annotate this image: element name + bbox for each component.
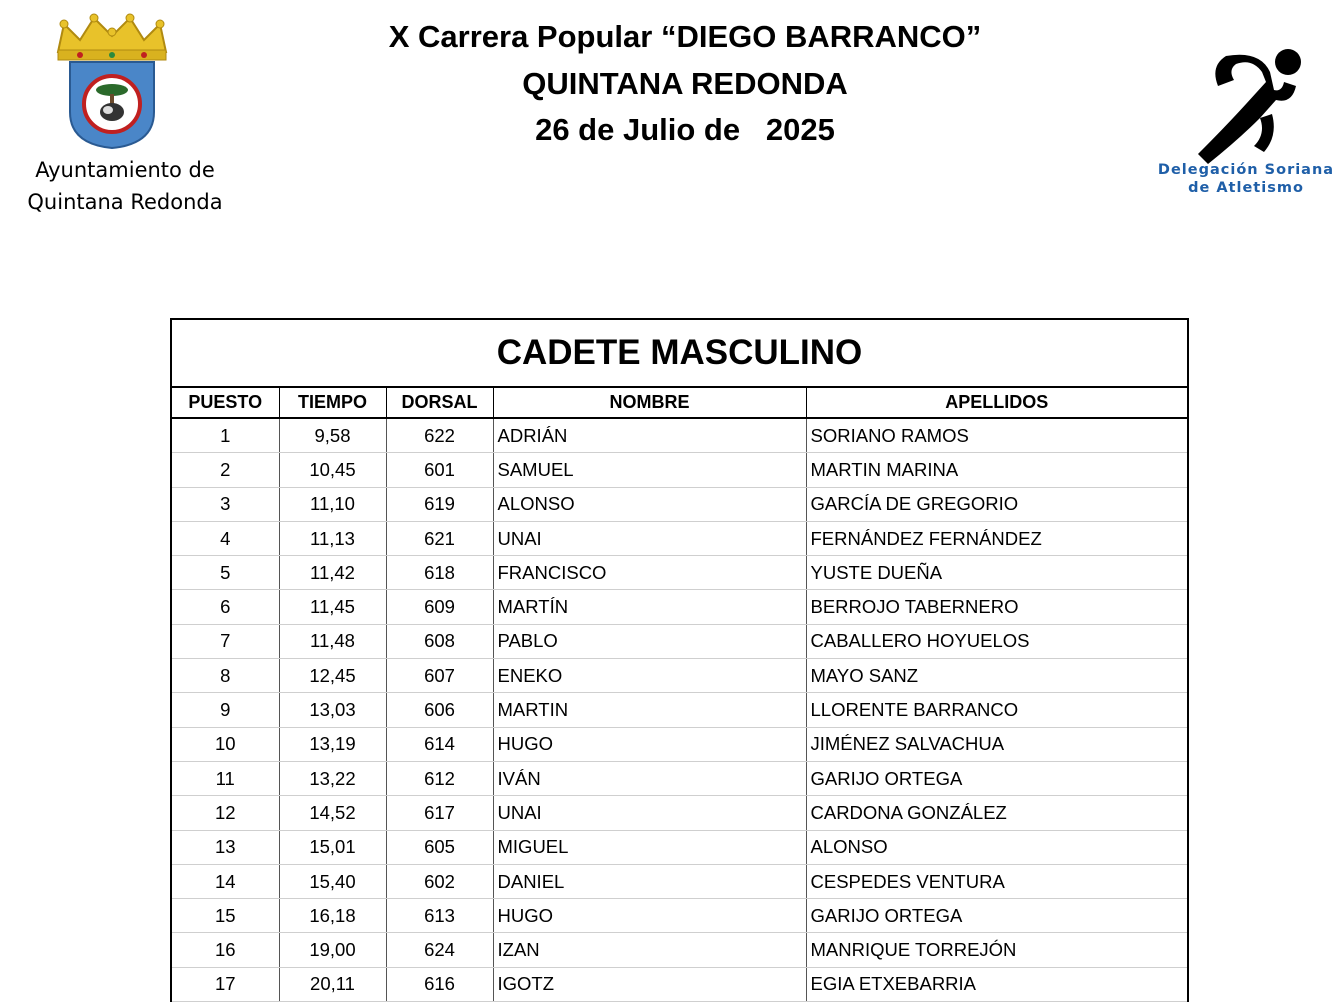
cell-nombre: ALONSO bbox=[493, 487, 806, 521]
cell-dorsal: 614 bbox=[386, 727, 493, 761]
header-row bbox=[172, 388, 1187, 418]
cell-nombre: MIGUEL bbox=[493, 830, 806, 864]
table-row bbox=[172, 418, 1187, 453]
column-header-apellidos: APELLIDOS bbox=[806, 388, 1187, 418]
column-header-puesto: PUESTO bbox=[172, 388, 279, 418]
cell-dorsal: 618 bbox=[386, 556, 493, 590]
cell-apellidos: BERROJO TABERNERO bbox=[806, 590, 1187, 624]
cell-nombre: HUGO bbox=[493, 727, 806, 761]
table-row bbox=[172, 933, 1187, 967]
cell-tiempo: 11,13 bbox=[279, 521, 386, 555]
cell-nombre: UNAI bbox=[493, 521, 806, 555]
cell-nombre: PABLO bbox=[493, 624, 806, 658]
cell-dorsal: 624 bbox=[386, 933, 493, 967]
column-header-tiempo: TIEMPO bbox=[279, 388, 386, 418]
cell-puesto: 12 bbox=[172, 796, 279, 830]
cell-tiempo: 16,18 bbox=[279, 899, 386, 933]
cell-apellidos: YUSTE DUEÑA bbox=[806, 556, 1187, 590]
table-row bbox=[172, 727, 1187, 761]
table-row bbox=[172, 899, 1187, 933]
cell-apellidos: MARTIN MARINA bbox=[806, 453, 1187, 487]
cell-tiempo: 11,45 bbox=[279, 590, 386, 624]
cell-puesto: 13 bbox=[172, 830, 279, 864]
cell-apellidos: SORIANO RAMOS bbox=[806, 418, 1187, 453]
cell-dorsal: 612 bbox=[386, 761, 493, 795]
cell-tiempo: 13,03 bbox=[279, 693, 386, 727]
table-row bbox=[172, 830, 1187, 864]
cell-apellidos: MAYO SANZ bbox=[806, 659, 1187, 693]
table-row bbox=[172, 624, 1187, 658]
cell-puesto: 15 bbox=[172, 899, 279, 933]
cell-nombre: ADRIÁN bbox=[493, 418, 806, 453]
federation-name-line2: de Atletismo bbox=[1188, 180, 1304, 196]
cell-dorsal: 605 bbox=[386, 830, 493, 864]
cell-tiempo: 11,42 bbox=[279, 556, 386, 590]
organizer-name-line2: Quintana Redonda bbox=[27, 190, 223, 214]
cell-dorsal: 609 bbox=[386, 590, 493, 624]
cell-puesto: 8 bbox=[172, 659, 279, 693]
event-location: QUINTANA REDONDA bbox=[522, 65, 848, 101]
cell-puesto: 6 bbox=[172, 590, 279, 624]
runner-icon bbox=[1196, 42, 1306, 167]
cell-tiempo: 11,10 bbox=[279, 487, 386, 521]
cell-puesto: 7 bbox=[172, 624, 279, 658]
cell-dorsal: 607 bbox=[386, 659, 493, 693]
cell-puesto: 11 bbox=[172, 761, 279, 795]
cell-nombre: FRANCISCO bbox=[493, 556, 806, 590]
cell-puesto: 17 bbox=[172, 967, 279, 1001]
table-row bbox=[172, 487, 1187, 521]
event-header bbox=[380, 14, 990, 154]
cell-dorsal: 602 bbox=[386, 864, 493, 898]
cell-apellidos: LLORENTE BARRANCO bbox=[806, 693, 1187, 727]
cell-dorsal: 601 bbox=[386, 453, 493, 487]
cell-puesto: 5 bbox=[172, 556, 279, 590]
table-row bbox=[172, 590, 1187, 624]
cell-nombre: IVÁN bbox=[493, 761, 806, 795]
cell-tiempo: 11,48 bbox=[279, 624, 386, 658]
cell-nombre: UNAI bbox=[493, 796, 806, 830]
cell-tiempo: 14,52 bbox=[279, 796, 386, 830]
cell-dorsal: 608 bbox=[386, 624, 493, 658]
cell-apellidos: MANRIQUE TORREJÓN bbox=[806, 933, 1187, 967]
table-row bbox=[172, 453, 1187, 487]
cell-dorsal: 621 bbox=[386, 521, 493, 555]
cell-nombre: IZAN bbox=[493, 933, 806, 967]
cell-apellidos: EGIA ETXEBARRIA bbox=[806, 967, 1187, 1001]
cell-tiempo: 13,19 bbox=[279, 727, 386, 761]
results-table bbox=[170, 318, 1189, 1002]
cell-nombre: SAMUEL bbox=[493, 453, 806, 487]
cell-dorsal: 617 bbox=[386, 796, 493, 830]
cell-puesto: 9 bbox=[172, 693, 279, 727]
cell-apellidos: CARDONA GONZÁLEZ bbox=[806, 796, 1187, 830]
results-body bbox=[172, 418, 1187, 1002]
cell-nombre: DANIEL bbox=[493, 864, 806, 898]
cell-apellidos: CABALLERO HOYUELOS bbox=[806, 624, 1187, 658]
cell-apellidos: GARIJO ORTEGA bbox=[806, 899, 1187, 933]
cell-tiempo: 20,11 bbox=[279, 967, 386, 1001]
cell-puesto: 1 bbox=[172, 418, 279, 453]
cell-puesto: 16 bbox=[172, 933, 279, 967]
cell-tiempo: 13,22 bbox=[279, 761, 386, 795]
cell-puesto: 10 bbox=[172, 727, 279, 761]
cell-tiempo: 19,00 bbox=[279, 933, 386, 967]
event-date: 26 de Julio de 2025 bbox=[535, 112, 835, 147]
cell-nombre: IGOTZ bbox=[493, 967, 806, 1001]
cell-apellidos: GARCÍA DE GREGORIO bbox=[806, 487, 1187, 521]
cell-tiempo: 15,01 bbox=[279, 830, 386, 864]
results-grid bbox=[172, 388, 1187, 1002]
table-row bbox=[172, 556, 1187, 590]
cell-dorsal: 616 bbox=[386, 967, 493, 1001]
cell-tiempo: 12,45 bbox=[279, 659, 386, 693]
cell-puesto: 3 bbox=[172, 487, 279, 521]
cell-dorsal: 606 bbox=[386, 693, 493, 727]
table-row bbox=[172, 521, 1187, 555]
federation-name bbox=[1150, 161, 1342, 197]
table-row bbox=[172, 796, 1187, 830]
cell-apellidos: GARIJO ORTEGA bbox=[806, 761, 1187, 795]
cell-puesto: 4 bbox=[172, 521, 279, 555]
cell-nombre: HUGO bbox=[493, 899, 806, 933]
table-row bbox=[172, 967, 1187, 1001]
cell-apellidos: CESPEDES VENTURA bbox=[806, 864, 1187, 898]
cell-dorsal: 613 bbox=[386, 899, 493, 933]
federation-name-line1: Delegación Soriana bbox=[1157, 162, 1335, 178]
category-title: CADETE MASCULINO bbox=[172, 320, 1187, 388]
cell-tiempo: 10,45 bbox=[279, 453, 386, 487]
cell-apellidos: ALONSO bbox=[806, 830, 1187, 864]
column-header-dorsal: DORSAL bbox=[386, 388, 493, 418]
column-header-nombre: NOMBRE bbox=[493, 388, 806, 418]
table-row bbox=[172, 864, 1187, 898]
cell-apellidos: JIMÉNEZ SALVACHUA bbox=[806, 727, 1187, 761]
cell-nombre: MARTIN bbox=[493, 693, 806, 727]
cell-dorsal: 619 bbox=[386, 487, 493, 521]
cell-nombre: ENEKO bbox=[493, 659, 806, 693]
cell-tiempo: 15,40 bbox=[279, 864, 386, 898]
cell-nombre: MARTÍN bbox=[493, 590, 806, 624]
table-row bbox=[172, 761, 1187, 795]
cell-apellidos: FERNÁNDEZ FERNÁNDEZ bbox=[806, 521, 1187, 555]
organizer-name-line1: Ayuntamiento de bbox=[35, 158, 215, 182]
cell-tiempo: 9,58 bbox=[279, 418, 386, 453]
table-row bbox=[172, 659, 1187, 693]
cell-puesto: 14 bbox=[172, 864, 279, 898]
town-coat-of-arms-icon bbox=[50, 12, 174, 152]
organizer-name bbox=[0, 154, 250, 218]
event-title: X Carrera Popular “DIEGO BARRANCO” bbox=[388, 19, 982, 54]
table-row bbox=[172, 693, 1187, 727]
cell-dorsal: 622 bbox=[386, 418, 493, 453]
cell-puesto: 2 bbox=[172, 453, 279, 487]
